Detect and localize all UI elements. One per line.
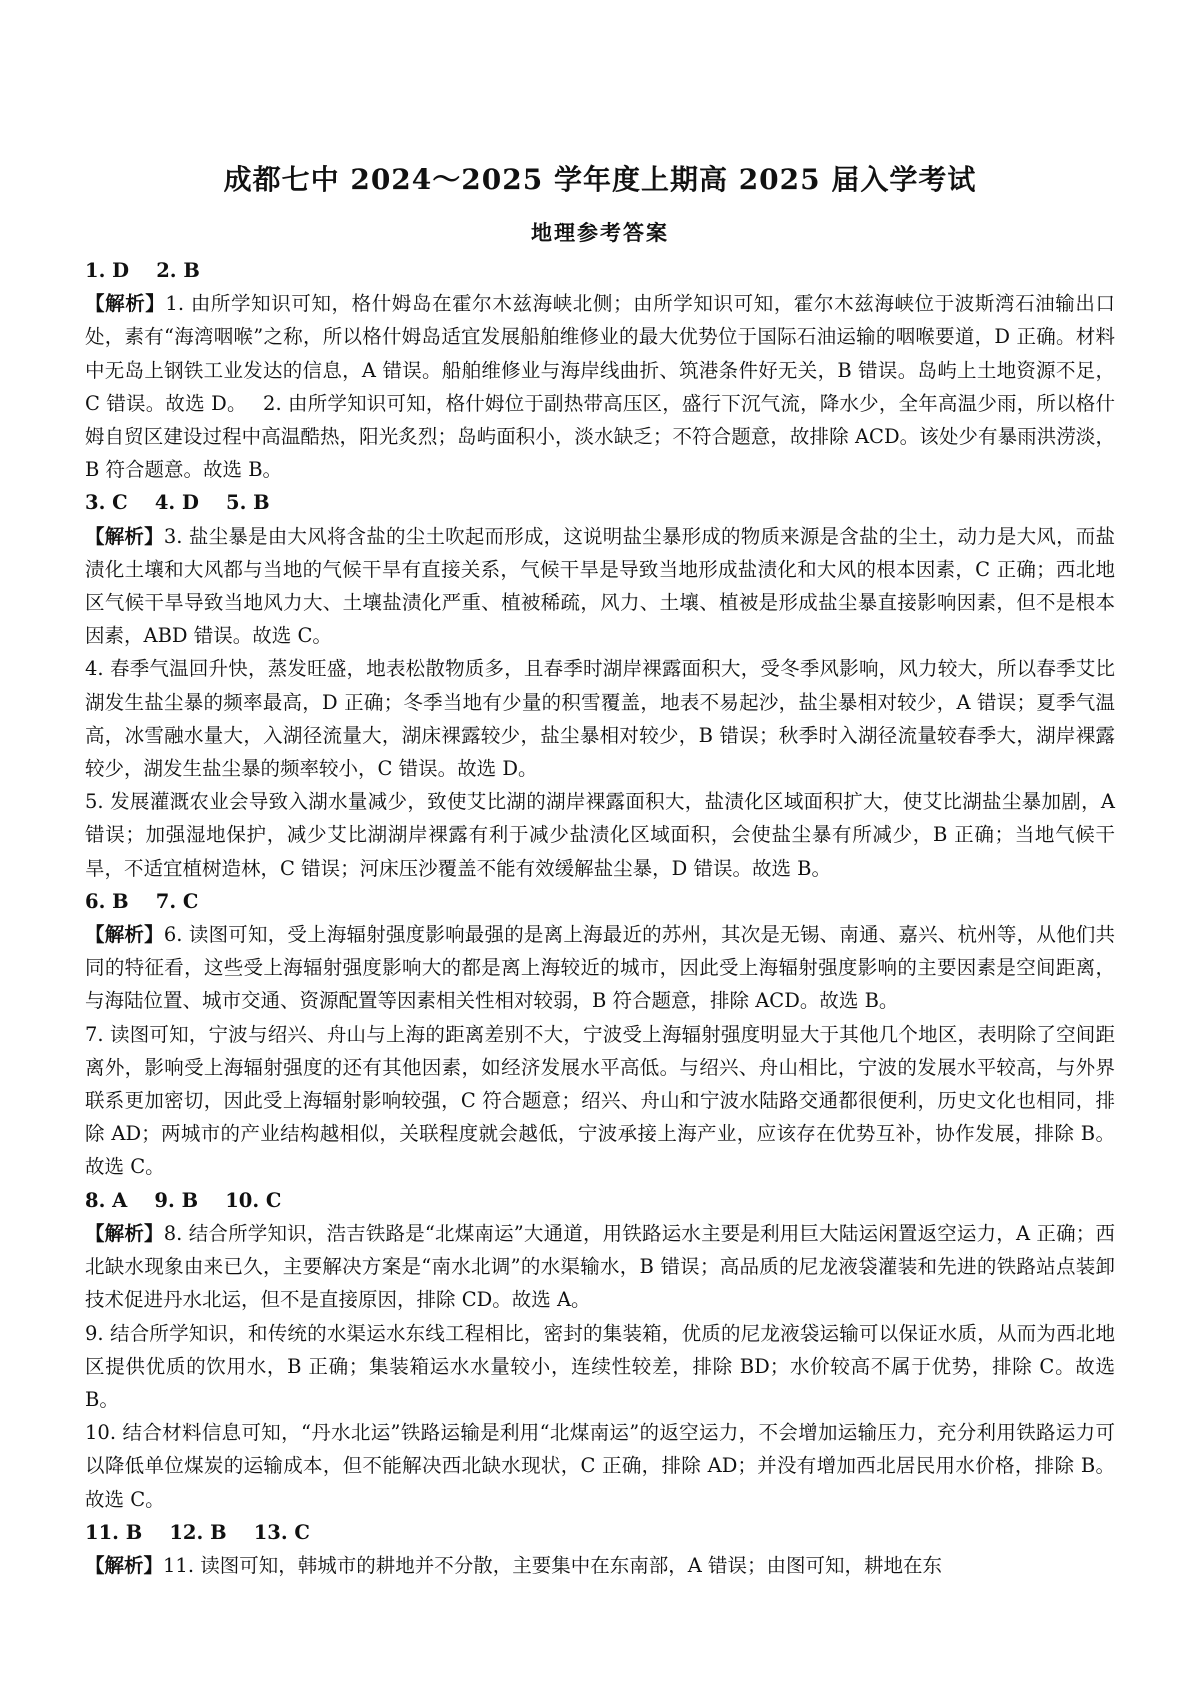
explanation-9: 9. 结合所学知识，和传统的水渠运水东线工程相比，密封的集装箱，优质的尼龙液袋运输可以保证水质，从而为西北地区提供优质的饮用水，B 正确；集装箱运水水量较小，连续性较差，排除 BD；水价较高不属于优势，排除 C。故选 B。 (85, 1321, 1115, 1411)
explanation-11 (85, 1549, 1115, 1582)
analysis-label: 【解析】 (85, 524, 164, 548)
explanation-text: 6. 读图可知，受上海辐射强度影响最强的是离上海最近的苏州，其次是无锡、南通、嘉兴、杭州等，从他们共同的特征看，这些受上海辐射强度影响大的都是离上海较近的城市，因此受上海辐射强度影响的主要因素是空间距离，与海陆位置、城市交通、资源配置等因素相关性相对较弱，B 符合题意，排除 ACD。故选 B。 (85, 923, 1115, 1013)
explanation-5: 5. 发展灌溉农业会导致入湖水量减少，致使艾比湖的湖岸裸露面积大，盐渍化区域面积扩大，使艾比湖盐尘暴加剧，A 错误；加强湿地保护，减少艾比湖湖岸裸露有利于减少盐渍化区域面积，会使盐尘暴有所减少，B 正确；当地气候干旱，不适宜植树造林，C 错误；河床压沙覆盖不能有效缓解盐尘暴，D 错误。故选 B。 (85, 790, 1115, 880)
answer-line-8-10: 8. A 9. B 10. C (85, 1188, 282, 1212)
analysis-label: 【解析】 (85, 292, 166, 316)
explanation-6 (85, 918, 1115, 1018)
page-subtitle: 地理参考答案 (531, 220, 669, 245)
answer-content (85, 254, 1115, 1582)
explanation-3 (85, 520, 1115, 653)
explanation-4: 4. 春季气温回升快，蒸发旺盛，地表松散物质多，且春季时湖岸裸露面积大，受冬季风影响，风力较大，所以春季艾比湖发生盐尘暴的频率最高，D 正确；冬季当地有少量的积雪覆盖，地表不易起沙，盐尘暴相对较少，A 错误；夏季气温高，冰雪融水量大，入湖径流量大，湖床裸露较少，盐尘暴相对较少，B 错误；秋季时入湖径流量较春季大，湖岸裸露较少，湖发生盐尘暴的频率较小，C 错误。故选 D。 (85, 657, 1115, 781)
answer-line-3-5: 3. C 4. D 5. B (85, 491, 270, 515)
explanation-text: 3. 盐尘暴是由大风将含盐的尘土吹起而形成，这说明盐尘暴形成的物质来源是含盐的尘土，动力是大风，而盐渍化土壤和大风都与当地的气候干旱有直接关系，气候干旱是导致当地形成盐渍化和大风的根本因素，C 正确；西北地区气候干旱导致当地风力大、土壤盐渍化严重、植被稀疏，风力、土壤、植被是形成盐尘暴直接影响因素，但不是根本因素，ABD 错误。故选 C。 (85, 524, 1115, 648)
explanation-10: 10. 结合材料信息可知，“丹水北运”铁路运输是利用“北煤南运”的返空运力，不会增加运输压力，充分利用铁路运力可以降低单位煤炭的运输成本，但不能解决西北缺水现状，C 正确，排除 AD；并没有增加西北居民用水价格，排除 B。故选 C。 (85, 1421, 1115, 1511)
analysis-label: 【解析】 (85, 1553, 164, 1577)
analysis-label: 【解析】 (85, 923, 164, 947)
analysis-label: 【解析】 (85, 1221, 164, 1245)
explanation-8 (85, 1217, 1115, 1317)
explanation-1-2 (85, 287, 1115, 486)
explanation-text: 8. 结合所学知识，浩吉铁路是“北煤南运”大通道，用铁路运水主要是利用巨大陆运闲置返空运力，A 正确；西北缺水现象由来已久，主要解决方案是“南水北调”的水渠输水，B 错误；高品质的尼龙液袋灌装和先进的铁路站点装卸技术促进丹水北运，但不是直接原因，排除 CD。故选 A。 (85, 1221, 1115, 1312)
answer-line-6-7: 6. B 7. C (85, 889, 199, 913)
answer-line-1-2: 1. D 2. B (85, 259, 200, 282)
explanation-text: 11. 读图可知，韩城市的耕地并不分散，主要集中在东南部，A 错误；由图可知，耕地在东 (163, 1553, 943, 1577)
answer-line-11-13: 11. B 12. B 13. C (85, 1520, 310, 1544)
explanation-7: 7. 读图可知，宁波与绍兴、舟山与上海的距离差别不大，宁波受上海辐射强度明显大于其他几个地区，表明除了空间距离外，影响受上海辐射强度的还有其他因素，如经济发展水平高低。与绍兴、舟山相比，宁波的发展水平较高，与外界联系更加密切，因此受上海辐射影响较强，C 符合题意；绍兴、舟山和宁波水陆路交通都很便利，历史文化也相同，排除 AD；两城市的产业结构越相似，关联程度就会越低，宁波承接上海产业，应该存在优势互补，协作发展，排除 B。故选 C。 (85, 1022, 1115, 1179)
explanation-text: 1. 由所学知识可知，格什姆岛在霍尔木兹海峡北侧；由所学知识可知，霍尔木兹海峡位于波斯湾石油输出口处，素有“海湾咽喉”之称，所以格什姆岛适宜发展船舶维修业的最大优势位于国际石油运输的咽喉要道，D 正确。材料中无岛上钢铁工业发达的信息，A 错误。船舶维修业与海岸线曲折、筑港条件好无关，B 错误。岛屿上土地资源不足，C 错误。故选 D。 2. 由所学知识可知，格什姆位于副热带高压区，盛行下沉气流，降水少，全年高温少雨，所以格什姆自贸区建设过程中高温酷热，阳光炙烈；岛屿面积小，淡水缺乏；不符合题意，故排除 ACD。该处少有暴雨洪涝淡，B 符合题意。故选 B。 (85, 292, 1115, 482)
page-title: 成都七中 2024～2025 学年度上期高 2025 届入学考试 (223, 163, 977, 196)
